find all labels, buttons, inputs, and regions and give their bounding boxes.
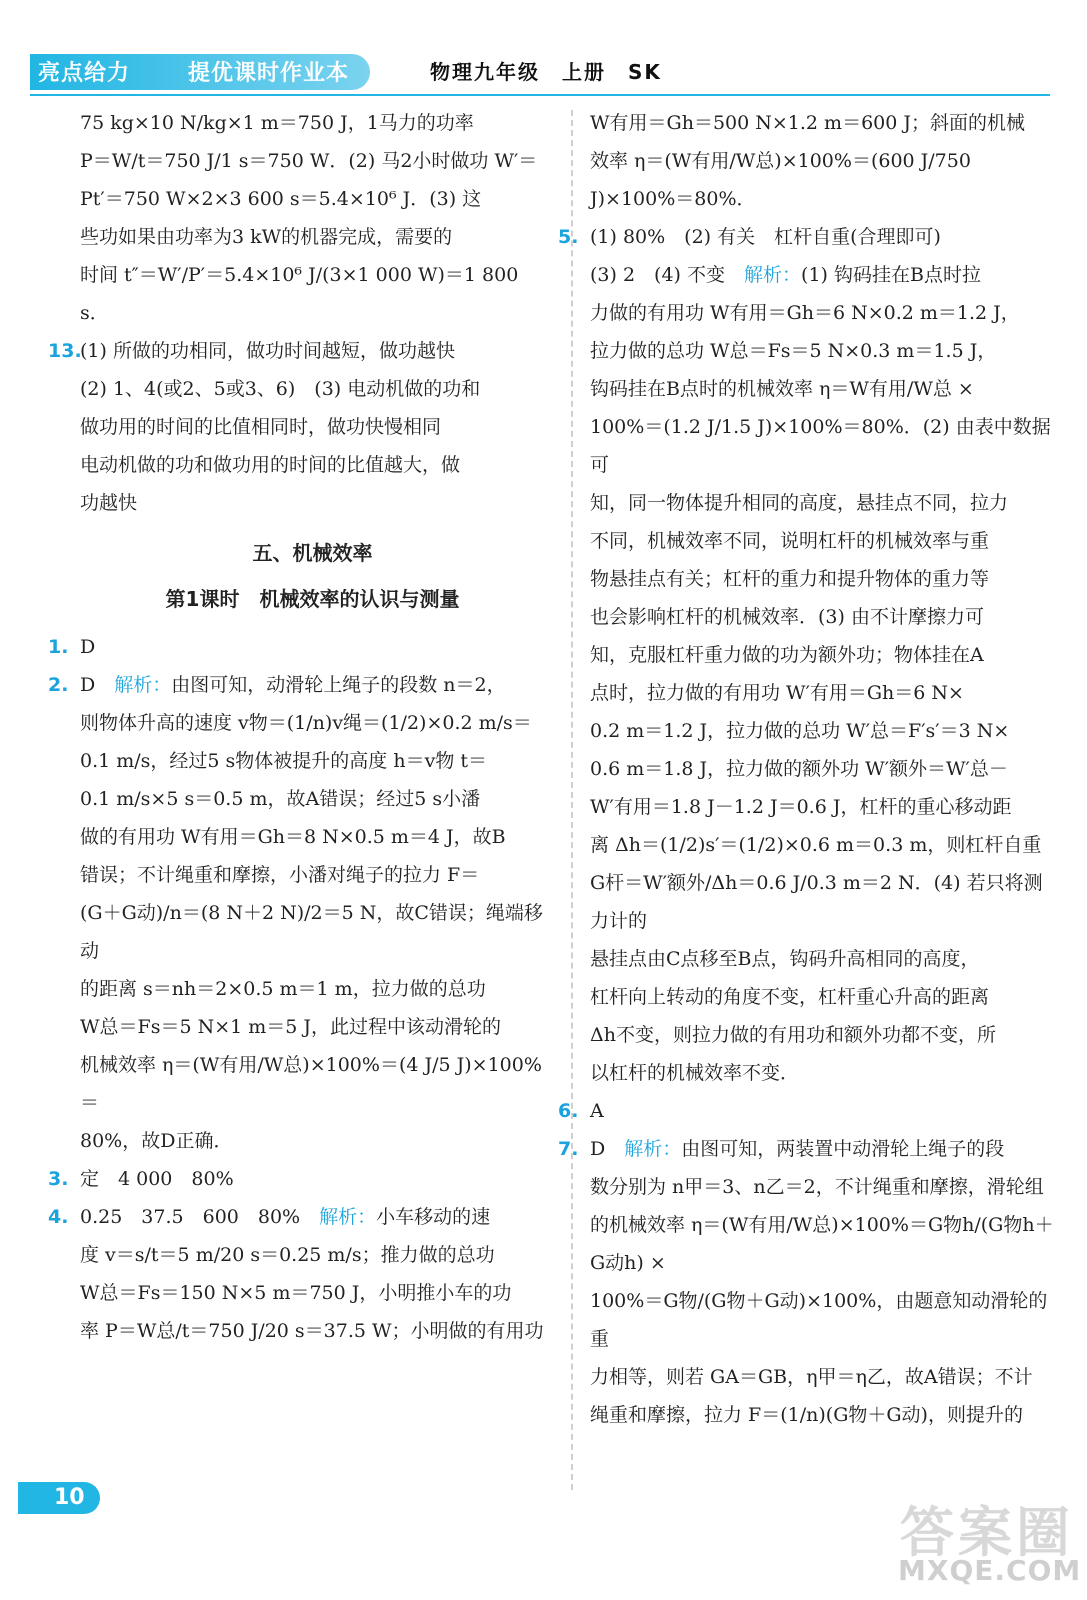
text-line: 些功如果由功率为3 kW的机器完成，需要的 — [80, 226, 453, 248]
text-line: 错误；不计绳重和摩擦，小潘对绳子的拉力 F＝ — [80, 864, 480, 886]
question-number: 7. — [558, 1138, 579, 1160]
text-line: W′有用＝1.8 J－1.2 J＝0.6 J，杠杆的重心移动距 — [590, 796, 1012, 818]
question-3 — [48, 1160, 545, 1198]
answer-text: (3) 2 (4) 不变 — [590, 264, 725, 286]
text-line: 0.6 m＝1.8 J，拉力做的额外功 W′额外＝W′总－ — [590, 758, 1008, 780]
analysis-label: 解析： — [114, 674, 172, 696]
text-line: Pt′＝750 W×2×3 600 s＝5.4×10⁶ J．(3) 这 — [80, 188, 482, 210]
analysis-label: 解析： — [319, 1206, 377, 1228]
analysis-label: 解析： — [744, 264, 802, 286]
book-name: 提优课时作业本 — [188, 61, 350, 86]
text-line: 知，克服杠杆重力做的功为额外功；物体挂在A — [590, 644, 984, 666]
watermark-logo: 答案圈 — [900, 1501, 1074, 1564]
question-4 — [48, 1198, 545, 1236]
text-line: W总＝Fs＝5 N×1 m＝5 J，此过程中该动滑轮的 — [80, 1016, 502, 1038]
question-number: 3. — [48, 1168, 69, 1190]
question-2 — [48, 666, 545, 704]
series-name: 亮点给力 — [38, 61, 131, 86]
page-header — [0, 0, 1087, 104]
text-line: 100%＝G物/(G物＋G动)×100%，由题意知动滑轮的重 — [590, 1290, 1048, 1350]
question-number: 13. — [48, 340, 82, 362]
text-line: 不同，机械效率不同，说明杠杆的机械效率与重 — [590, 530, 990, 552]
text-line: W有用＝Gh＝500 N×1.2 m＝600 J；斜面的机械 — [590, 112, 1025, 134]
question-1 — [48, 628, 545, 666]
text-line: 点时，拉力做的有用功 W′有用＝Gh＝6 N× — [590, 682, 964, 704]
right-column — [558, 104, 1060, 1434]
text-line: 效率 η＝(W有用/W总)×100%＝(600 J/750 J)×100%＝80%． — [590, 150, 971, 210]
text-line: (G＋G动)/n＝(8 N＋2 N)/2＝5 N，故C错误；绳端移动 — [80, 902, 543, 962]
answer-text: 0.25 37.5 600 80% — [80, 1206, 301, 1228]
section-title: 五、机械效率 — [252, 541, 373, 565]
text-line: 物悬挂点有关；杠杆的重力和提升物体的重力等 — [590, 568, 990, 590]
column-divider — [571, 110, 573, 1490]
answer-text: 定 4 000 80% — [80, 1168, 234, 1190]
analysis-text: 小车移动的速 — [376, 1206, 491, 1228]
text-line: 力相等，则若 GA＝GB，η甲＝η乙，故A错误；不计 — [590, 1366, 1033, 1388]
answer-text: D — [80, 636, 96, 658]
header-rule — [30, 94, 1050, 96]
text-line: 杠杆向上转动的角度不变，杠杆重心升高的距离 — [590, 986, 990, 1008]
text-line: 75 kg×10 N/kg×1 m＝750 J，1马力的功率 — [80, 112, 474, 134]
text-line: 知，同一物体提升相同的高度，悬挂点不同，拉力 — [590, 492, 1009, 514]
text-line: W总＝Fs＝150 N×5 m＝750 J，小明推小车的功 — [80, 1282, 512, 1304]
text-line: 电动机做的功和做功用的时间的比值越大，做 — [80, 454, 461, 476]
question-number: 4. — [48, 1206, 69, 1228]
text-line: Δh不变，则拉力做的有用功和额外功都不变，所 — [590, 1024, 996, 1046]
text-line: P＝W/t＝750 J/1 s＝750 W．(2) 马2小时做功 W′＝ — [80, 150, 538, 172]
watermark-url: MXQE.COM — [898, 1554, 1082, 1587]
question-number: 1. — [48, 636, 69, 658]
text-line: G杆＝W′额外/Δh＝0.6 J/0.3 m＝2 N．(4) 若只将测力计的 — [590, 872, 1043, 932]
page-number: 10 — [18, 1482, 100, 1514]
subject-label: 物理九年级 上册 SK — [430, 60, 662, 84]
text-line: 时间 t″＝W′/P′＝5.4×10⁶ J/(3×1 000 W)＝1 800 s． — [80, 264, 519, 324]
text-line: 悬挂点由C点移至B点，钩码升高相同的高度， — [590, 948, 980, 970]
text-line: 0.1 m/s，经过5 s物体被提升的高度 h＝v物 t＝ — [80, 750, 487, 772]
analysis-text: (1) 钩码挂在B点时拉 — [801, 264, 981, 286]
question-number: 5. — [558, 226, 579, 248]
text-line: 以杠杆的机械效率不变． — [590, 1062, 800, 1084]
text-line: 拉力做的总功 W总＝Fs＝5 N×0.3 m＝1.5 J， — [590, 340, 997, 362]
text-line: 做的有用功 W有用＝Gh＝8 N×0.5 m＝4 J，故B — [80, 826, 506, 848]
analysis-text: 由图可知，两装置中动滑轮上绳子的段 — [681, 1138, 1005, 1160]
text-line: 机械效率 η＝(W有用/W总)×100%＝(4 J/5 J)×100%＝ — [80, 1054, 542, 1114]
text-line: 的机械效率 η＝(W有用/W总)×100%＝G物h/(G物h＋G动h) × — [590, 1214, 1054, 1274]
answer-text: (1) 80% (2) 有关 杠杆自重(合理即可) — [590, 226, 941, 248]
text-line: 率 P＝W总/t＝750 J/20 s＝37.5 W；小明做的有用功 — [80, 1320, 544, 1342]
text-line: 的距离 s＝nh＝2×0.5 m＝1 m，拉力做的总功 — [80, 978, 486, 1000]
answer-text: (1) 所做的功相同，做功时间越短，做功越快 — [80, 340, 455, 362]
text-line: 做功用的时间的比值相同时，做功快慢相同 — [80, 416, 442, 438]
text-line: 力做的有用功 W有用＝Gh＝6 N×0.2 m＝1.2 J， — [590, 302, 1020, 324]
text-line: 数分别为 n甲＝3、n乙＝2，不计绳重和摩擦，滑轮组 — [590, 1176, 1044, 1198]
text-line: 离 Δh＝(1/2)s′＝(1/2)×0.6 m＝0.3 m，则杠杆自重 — [590, 834, 1042, 856]
text-line: (2) 1、4(或2、5或3、6) (3) 电动机做的功和 — [80, 378, 481, 400]
question-6 — [558, 1092, 1060, 1130]
text-line: 80%，故D正确． — [80, 1130, 233, 1152]
text-line: 绳重和摩擦，拉力 F＝(1/n)(G物＋G动)，则提升的 — [590, 1404, 1023, 1426]
analysis-label: 解析： — [624, 1138, 682, 1160]
analysis-text: 由图可知，动滑轮上绳子的段数 n＝2， — [171, 674, 506, 696]
text-line: 0.2 m＝1.2 J，拉力做的总功 W′总＝F′s′＝3 N× — [590, 720, 1010, 742]
question-13 — [48, 332, 545, 370]
text-line: 则物体升高的速度 v物＝(1/n)v绳＝(1/2)×0.2 m/s＝ — [80, 712, 532, 734]
text-line: 度 v＝s/t＝5 m/20 s＝0.25 m/s；推力做的总功 — [80, 1244, 495, 1266]
text-line: 也会影响杠杆的机械效率．(3) 由不计摩擦力可 — [590, 606, 984, 628]
question-number: 6. — [558, 1100, 579, 1122]
question-5 — [558, 218, 1060, 256]
text-line — [590, 256, 1060, 294]
question-7 — [558, 1130, 1060, 1168]
text-line: 100%＝(1.2 J/1.5 J)×100%＝80%．(2) 由表中数据可 — [590, 416, 1051, 476]
question-number: 2. — [48, 674, 69, 696]
answer-text: D — [80, 674, 96, 696]
text-line: 钩码挂在B点时的机械效率 η＝W有用/W总 × — [590, 378, 974, 400]
lesson-title: 第1课时 机械效率的认识与测量 — [165, 587, 460, 611]
series-banner — [30, 54, 370, 90]
text-line: 功越快 — [80, 492, 138, 514]
answer-text: D — [590, 1138, 606, 1160]
answer-text: A — [590, 1100, 604, 1122]
text-line: 0.1 m/s×5 s＝0.5 m，故A错误；经过5 s小潘 — [80, 788, 481, 810]
left-column — [48, 104, 545, 1350]
